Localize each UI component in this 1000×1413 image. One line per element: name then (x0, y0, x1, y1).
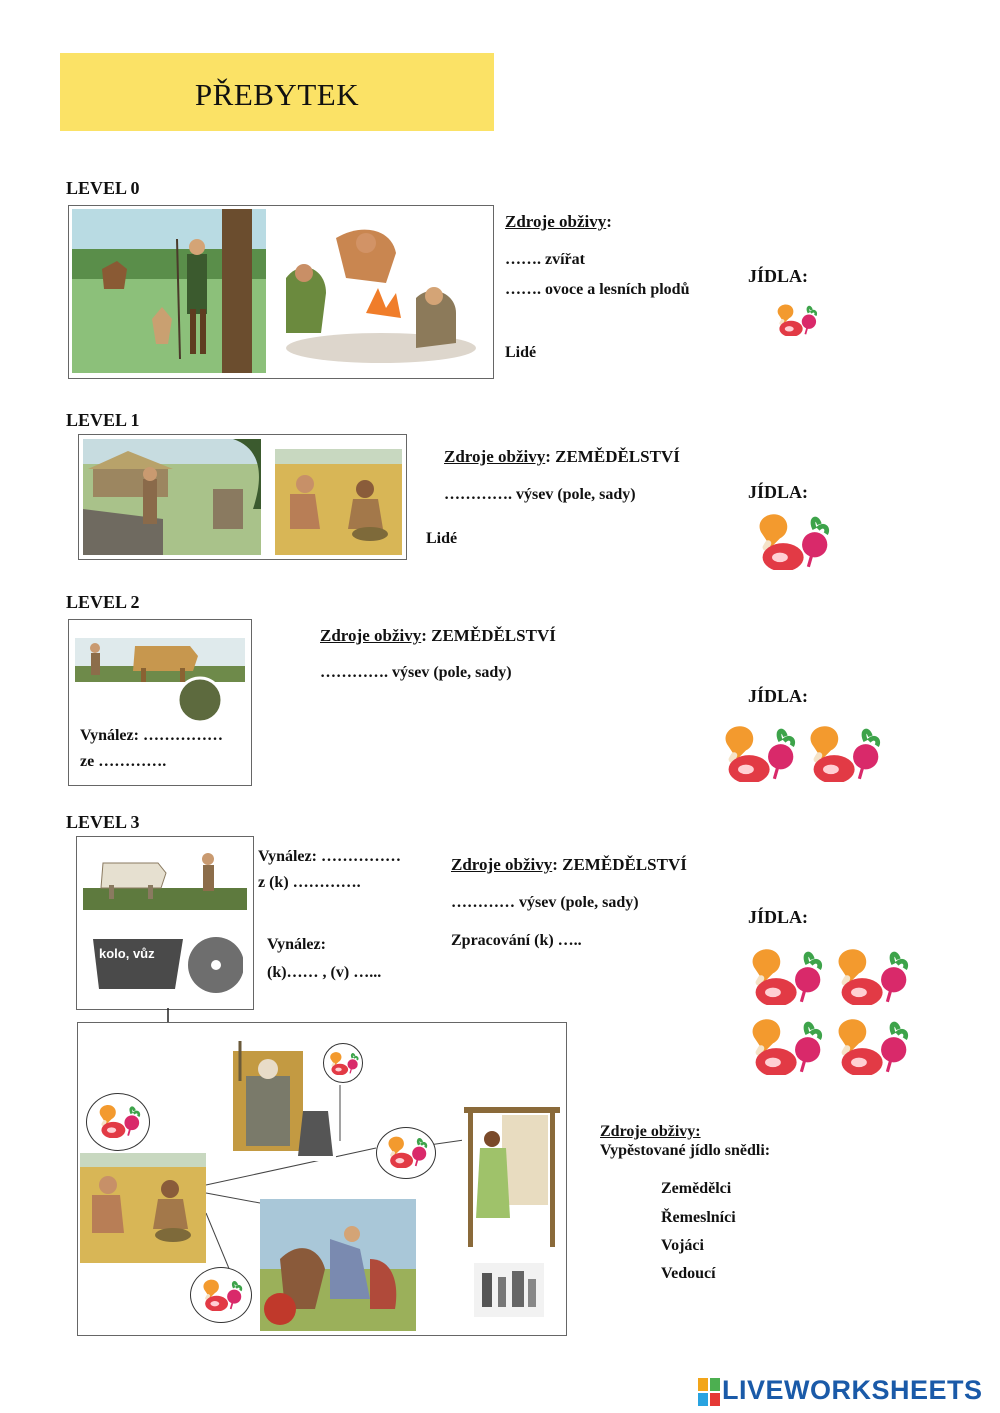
level-1-sources-value: : ZEMĚDĚLSTVÍ (545, 447, 680, 466)
level-3-food-label: JÍDLA: (748, 907, 809, 927)
group-item: Zemědělci (661, 1180, 732, 1197)
level-2-sources-value: : ZEMĚDĚLSTVÍ (421, 626, 556, 645)
level-3-line-1: ………… výsev (pole, sady) (451, 894, 639, 911)
food-icon (830, 1015, 910, 1075)
food-icon (95, 1102, 141, 1138)
liveworksheets-logo-icon (698, 1378, 720, 1406)
ox-plough-image (83, 843, 247, 913)
level-0-label: LEVEL 0 (66, 178, 140, 198)
level-2-invention-2: ze …………. (80, 753, 167, 770)
farming-village-image (83, 439, 261, 555)
level-0-food-label: JÍDLA: (748, 266, 809, 286)
liveworksheets-logo: LIVEWORKSHEETS (722, 1375, 983, 1405)
tools-image (474, 1263, 544, 1317)
level-2-sources-label: Zdroje obživy (320, 626, 422, 645)
level-3-invention-a1: Vynález: …………… (258, 848, 401, 865)
group-item: Vedoucí (661, 1265, 716, 1282)
level-1-label: LEVEL 1 (66, 410, 140, 430)
farmers-image (80, 1153, 206, 1263)
wheel-and-cart-image (91, 929, 243, 999)
bottom-subtitle: Vypěstované jídlo snědli: (600, 1142, 771, 1159)
weaver-image (462, 1103, 562, 1253)
level-3-label: LEVEL 3 (66, 812, 140, 832)
bottom-sources-label: Zdroje obživy: (600, 1123, 701, 1140)
level-0-line-2: ……. ovoce a lesních plodů (505, 281, 690, 298)
food-icon (830, 945, 910, 1005)
level-1-food-label: JÍDLA: (748, 482, 809, 502)
level-0-sources-label: Zdroje obživy (505, 212, 607, 231)
level-2-line-1: …………. výsev (pole, sady) (320, 664, 512, 681)
level-0-image-frame (68, 205, 494, 379)
level-1-sources-label: Zdroje obživy (444, 447, 546, 466)
ox-plough-image (75, 626, 245, 724)
level-3-image-frame (76, 836, 254, 1010)
level-2-food-label: JÍDLA: (748, 686, 809, 706)
food-icon (199, 1277, 243, 1311)
food-bubble (190, 1267, 252, 1323)
group-item: Řemeslníci (661, 1209, 736, 1226)
soldiers-image (260, 1199, 416, 1331)
wheel-caption: kolo, vůz (99, 946, 155, 961)
level-2-label: LEVEL 2 (66, 592, 140, 612)
food-icon (802, 722, 882, 782)
level-0-people: Lidé (505, 344, 537, 361)
level-3-line-2: Zpracování (k) ….. (451, 932, 582, 949)
level-0-line-1: ……. zvířat (505, 251, 585, 268)
ruler-image (218, 1041, 336, 1161)
campfire-scene-image (276, 218, 486, 368)
level-1-sources (444, 447, 680, 467)
level-1-image-frame (78, 434, 407, 560)
harvest-image (275, 449, 402, 555)
level-3-invention-a2: z (k) …………. (258, 874, 361, 891)
food-icon (384, 1134, 428, 1168)
level-0-sources: Zdroje obživy: (505, 212, 612, 231)
food-icon (744, 945, 824, 1005)
level-2-invention-1: Vynález: …………… (80, 727, 223, 744)
food-bubble (86, 1093, 150, 1151)
level-3-sources-label: Zdroje obživy (451, 855, 553, 874)
food-bubble (323, 1043, 363, 1083)
level-2-sources (320, 626, 556, 646)
level-3-invention-b2: (k)…… , (v) …... (267, 964, 382, 981)
page-title: PŘEBYTEK (194, 77, 360, 112)
food-icon (751, 510, 831, 570)
hunting-scene-image (72, 209, 266, 373)
level-3-sources (451, 855, 687, 875)
title-banner (60, 53, 494, 131)
level-3-invention-b1: Vynález: (267, 936, 326, 953)
food-icon (744, 1015, 824, 1075)
food-icon (773, 302, 818, 336)
food-bubble (376, 1127, 436, 1179)
level-3-sources-value: : ZEMĚDĚLSTVÍ (552, 855, 687, 874)
level-1-people: Lidé (426, 530, 458, 547)
society-diagram-frame (77, 1022, 567, 1336)
food-icon (327, 1050, 359, 1075)
level-2-image-frame (68, 619, 252, 786)
group-item: Vojáci (661, 1237, 704, 1254)
level-1-line-1: …………. výsev (pole, sady) (444, 486, 636, 503)
food-icon (717, 722, 797, 782)
